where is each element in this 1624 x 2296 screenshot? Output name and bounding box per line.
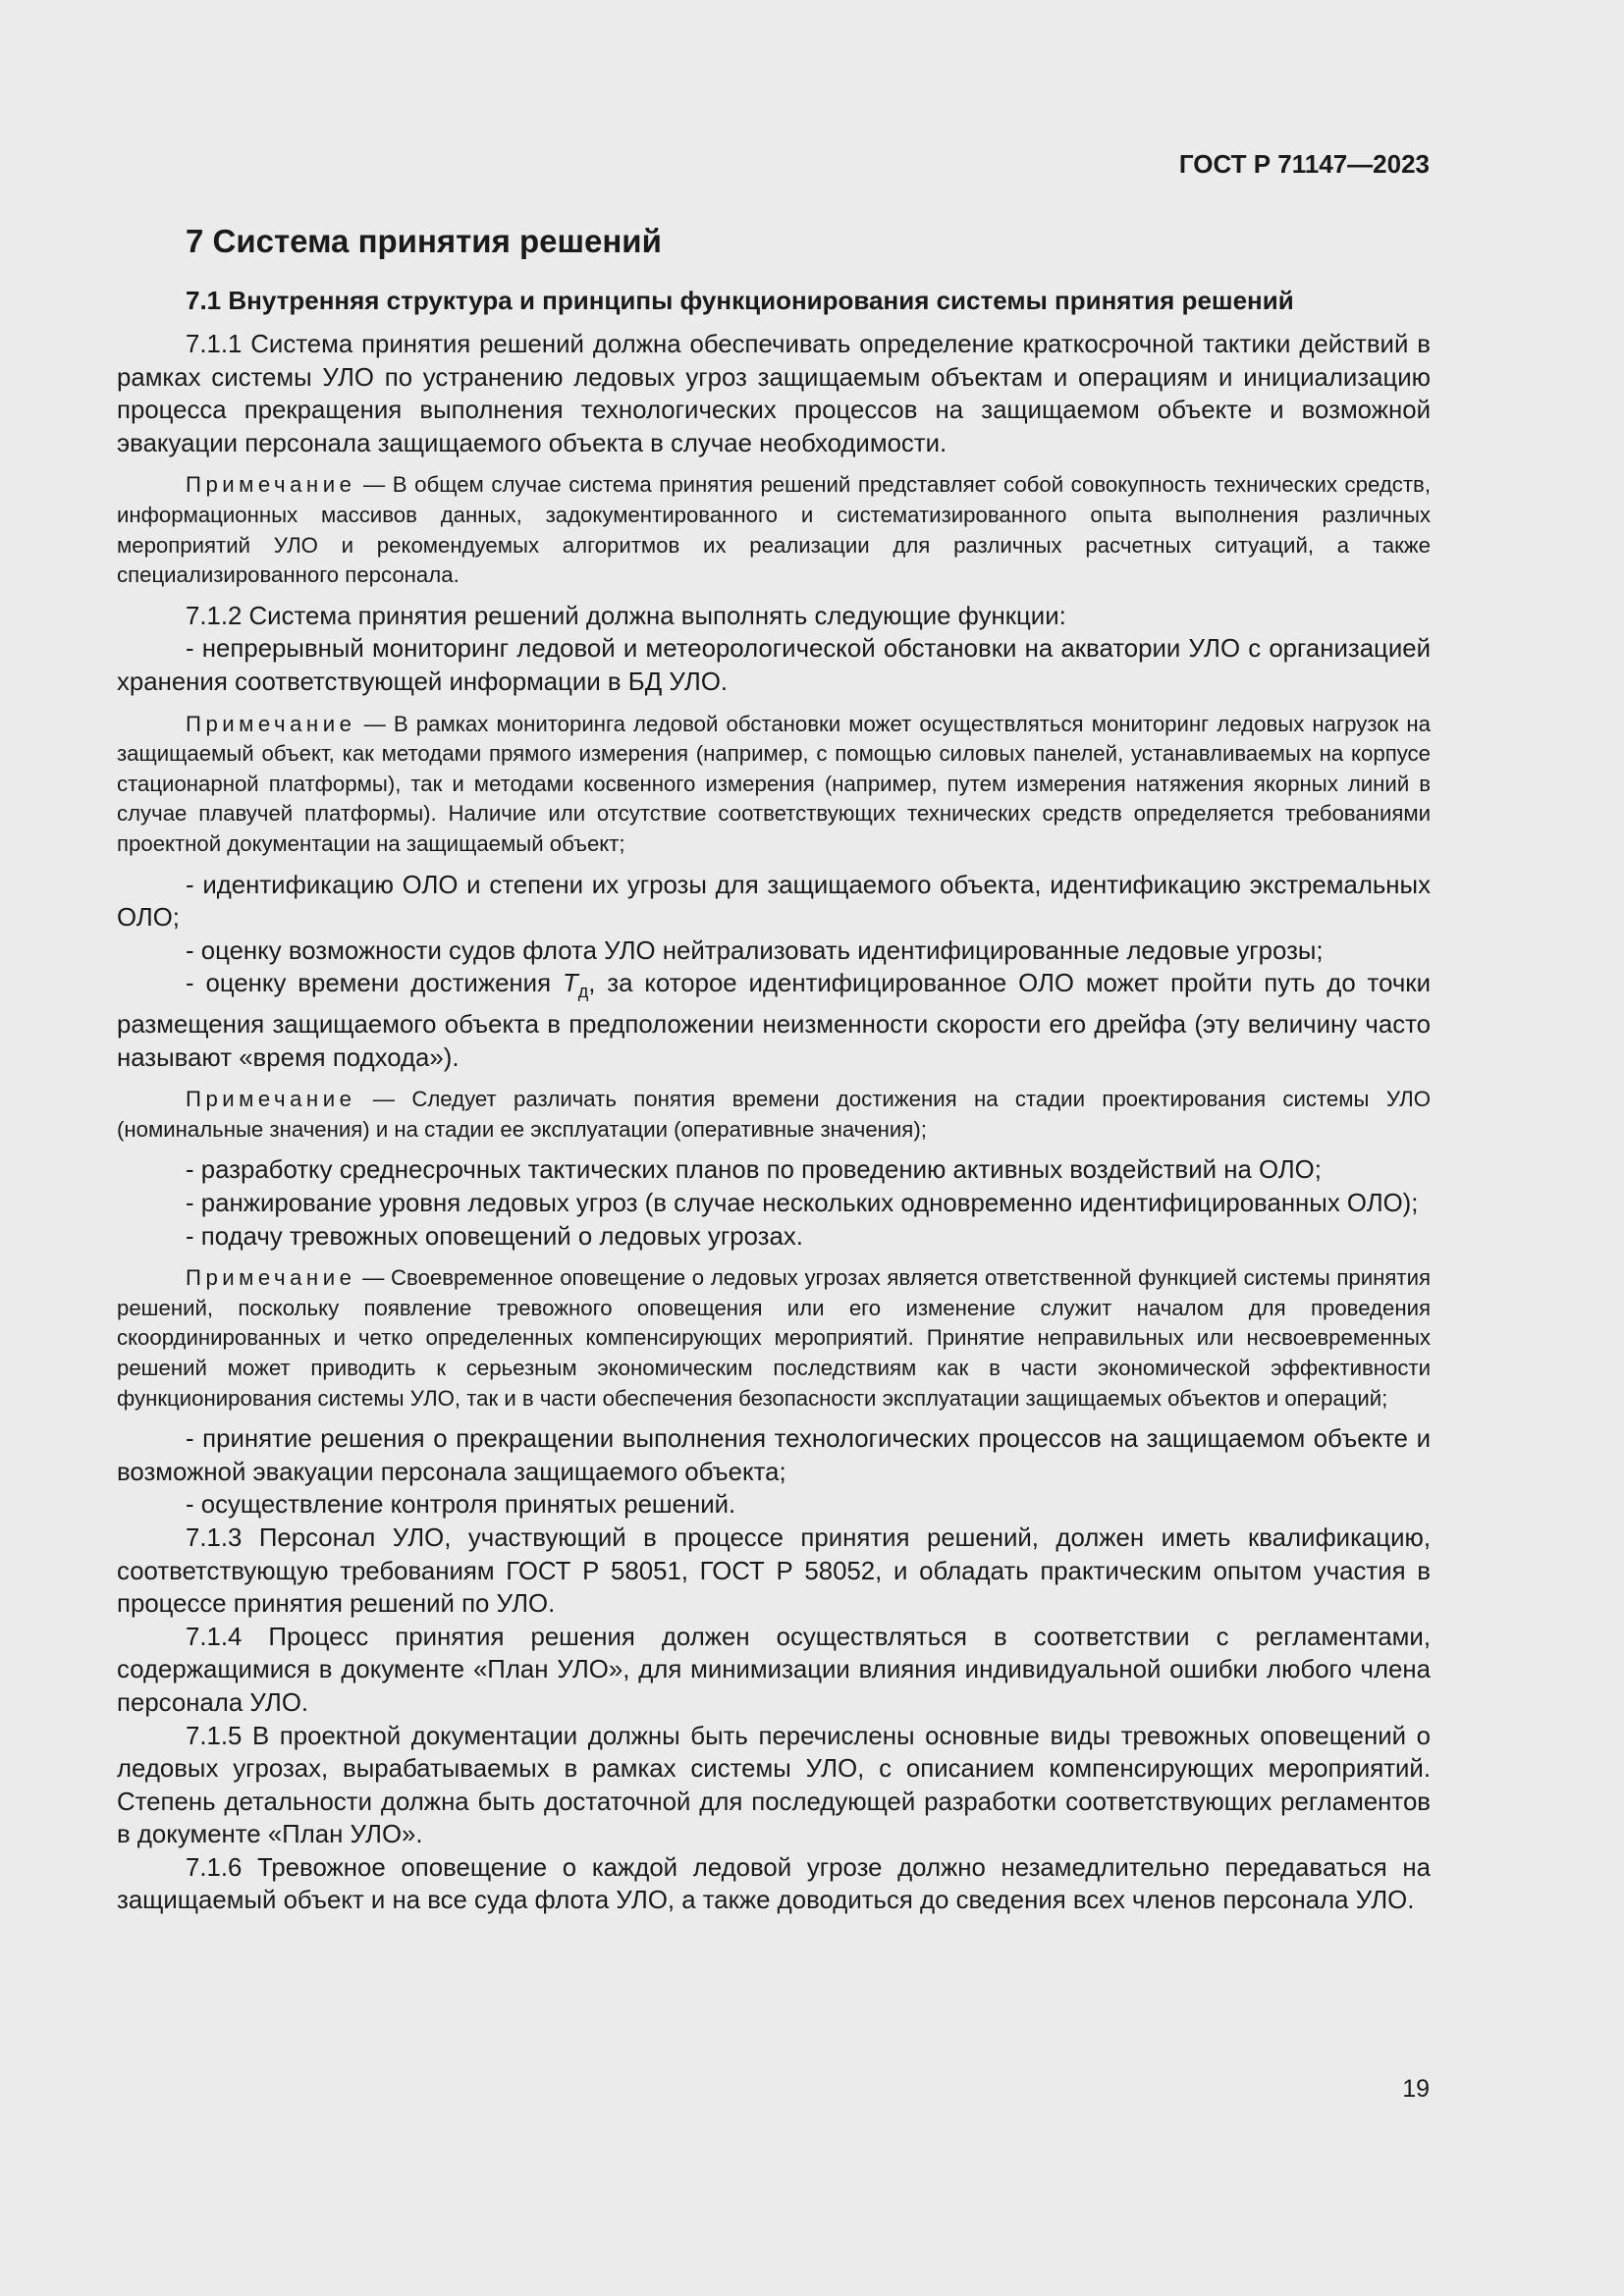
note-label: Примечание	[186, 711, 356, 736]
subsection-title: 7.1 Внутренняя структура и принципы функционирования системы принятия решений	[186, 286, 1294, 315]
note-2	[117, 710, 1431, 860]
note-1	[117, 470, 1431, 590]
paragraph-7-1-4: 7.1.4 Процесс принятия решения должен осуществляться в соответствии с регламентами, содержащимися в документе «План УЛО», для минимизации влияния индивидуальной ошибки любого члена персонала УЛО.	[117, 1623, 1431, 1717]
list-item-alerts: - подачу тревожных оповещений о ледовых угрозах.	[186, 1222, 803, 1251]
note-1-text: — В общем случае система принятия решений представляет собой совокупность технических средств, информационных массивов данных, задокументированного и систематизированного опыта выполнения различных мероприятий УЛО и рекомендуемых алгоритмов их реализации для различных расчетных ситуаций, а также специализированного персонала.	[117, 472, 1431, 588]
list-item-threat-ranking: - ранжирование уровня ледовых угроз (в случае нескольких одновременно идентифицированных ОЛО);	[186, 1190, 1419, 1217]
paragraph-7-1-6: 7.1.6 Тревожное оповещение о каждой ледовой угрозе должно незамедлительно передаваться на защищаемый объект и на все суда флота УЛО, а также доводиться до сведения всех членов персонала УЛО.	[117, 1853, 1431, 1915]
document-number: ГОСТ Р 71147—2023	[1178, 149, 1430, 179]
symbol-t: T	[562, 970, 578, 998]
list-item-monitoring: - непрерывный мониторинг ледовой и метеорологической обстановки на акватории УЛО с организацией хранения соответствующей информации в БД УЛО.	[117, 635, 1431, 696]
list-item-process-termination: - принятие решения о прекращении выполнения технологических процессов на защищаемом объекте и возможной эвакуации персонала защищаемого объекта;	[117, 1425, 1431, 1486]
note-4	[117, 1263, 1431, 1414]
note-2-text: — В рамках мониторинга ледовой обстановки может осуществляться мониторинг ледовых нагрузок на защищаемый объект, как методами прямого измерения (например, с помощью силовых панелей, устанавливаемых на корпусе стационарной платформы), так и методами косвенного измерения (например, путем измерения натяжения якорных линий в случае плавучей платформы). Наличие или отсутствие соответствующих технических средств определяется требованиями проектной документации на защищаемый объект;	[117, 711, 1431, 856]
paragraph-7-1-1: 7.1.1 Система принятия решений должна обеспечивать определение краткосрочной тактики действий в рамках системы УЛО по устранению ледовых угроз защищаемым объектам и операциям и инициализацию процесса прекращения выполнения технологических процессов на защищаемом объекте и возможной эвакуации персонала защищаемого объекта в случае необходимости.	[117, 331, 1431, 457]
note-4-text: — Своевременное оповещение о ледовых угрозах является ответственной функцией системы принятия решений, поскольку появление тревожного оповещения или его изменение служит началом для проведения скоординированных и четко определенных компенсирующих мероприятий. Принятие неправильных или несвоевременных решений может приводить к серьезным экономическим последствиям как в части экономической эффективности функционирования системы УЛО, так и в части обеспечения безопасности эксплуатации защищаемых объектов и операций;	[117, 1265, 1431, 1411]
page-content	[117, 221, 1431, 1918]
paragraph-7-1-5: 7.1.5 В проектной документации должны быть перечислены основные виды тревожных оповещений о ледовых угрозах, вырабатываемых в рамках системы УЛО, с описанием компенсирующих мероприятий. Степень детальности должна быть достаточной для последующей разработки соответствующих регламентов в документе «План УЛО».	[117, 1722, 1431, 1849]
paragraph-7-1-3: 7.1.3 Персонал УЛО, участвующий в процессе принятия решений, должен иметь квалификацию, соответствующую требованиям ГОСТ Р 58051, ГОСТ Р 58052, и обладать практическим опытом участия в процессе принятия решений по УЛО.	[117, 1523, 1431, 1619]
note-3-text: — Следует различать понятия времени достижения на стадии проектирования системы УЛО (номинальные значения) и на стадии ее эксплуатации (оперативные значения);	[117, 1087, 1431, 1142]
list-item-tactical-plans: - разработку среднесрочных тактических планов по проведению активных воздействий на ОЛО;	[186, 1156, 1322, 1185]
list-item-decision-control: - осуществление контроля принятых решений.	[186, 1491, 736, 1520]
symbol-t-subscript: д	[577, 982, 589, 1002]
approach-time-text-b: , за которое идентифицированное ОЛО может пройти путь до точки размещения защищаемого объекта в предположении неизменности скорости его дрейфа (эту величину часто называют «время подхода»).	[117, 970, 1431, 1072]
note-label: Примечание	[186, 1087, 356, 1112]
section-title: 7 Система принятия решений	[186, 223, 662, 259]
note-3	[117, 1085, 1431, 1145]
page-number: 19	[1402, 2075, 1430, 2103]
note-label: Примечание	[186, 472, 356, 498]
paragraph-7-1-2: 7.1.2 Система принятия решений должна выполнять следующие функции:	[186, 602, 1066, 630]
note-label: Примечание	[186, 1265, 356, 1291]
list-item-fleet-assessment: - оценку возможности судов флота УЛО нейтрализовать идентифицированные ледовые угрозы;	[186, 936, 1324, 965]
list-item-approach-time	[117, 968, 1431, 1075]
list-item-identification: - идентификацию ОЛО и степени их угрозы для защищаемого объекта, идентификацию экстремальных ОЛО;	[117, 871, 1431, 933]
approach-time-text-a: - оценку времени достижения	[186, 970, 563, 998]
